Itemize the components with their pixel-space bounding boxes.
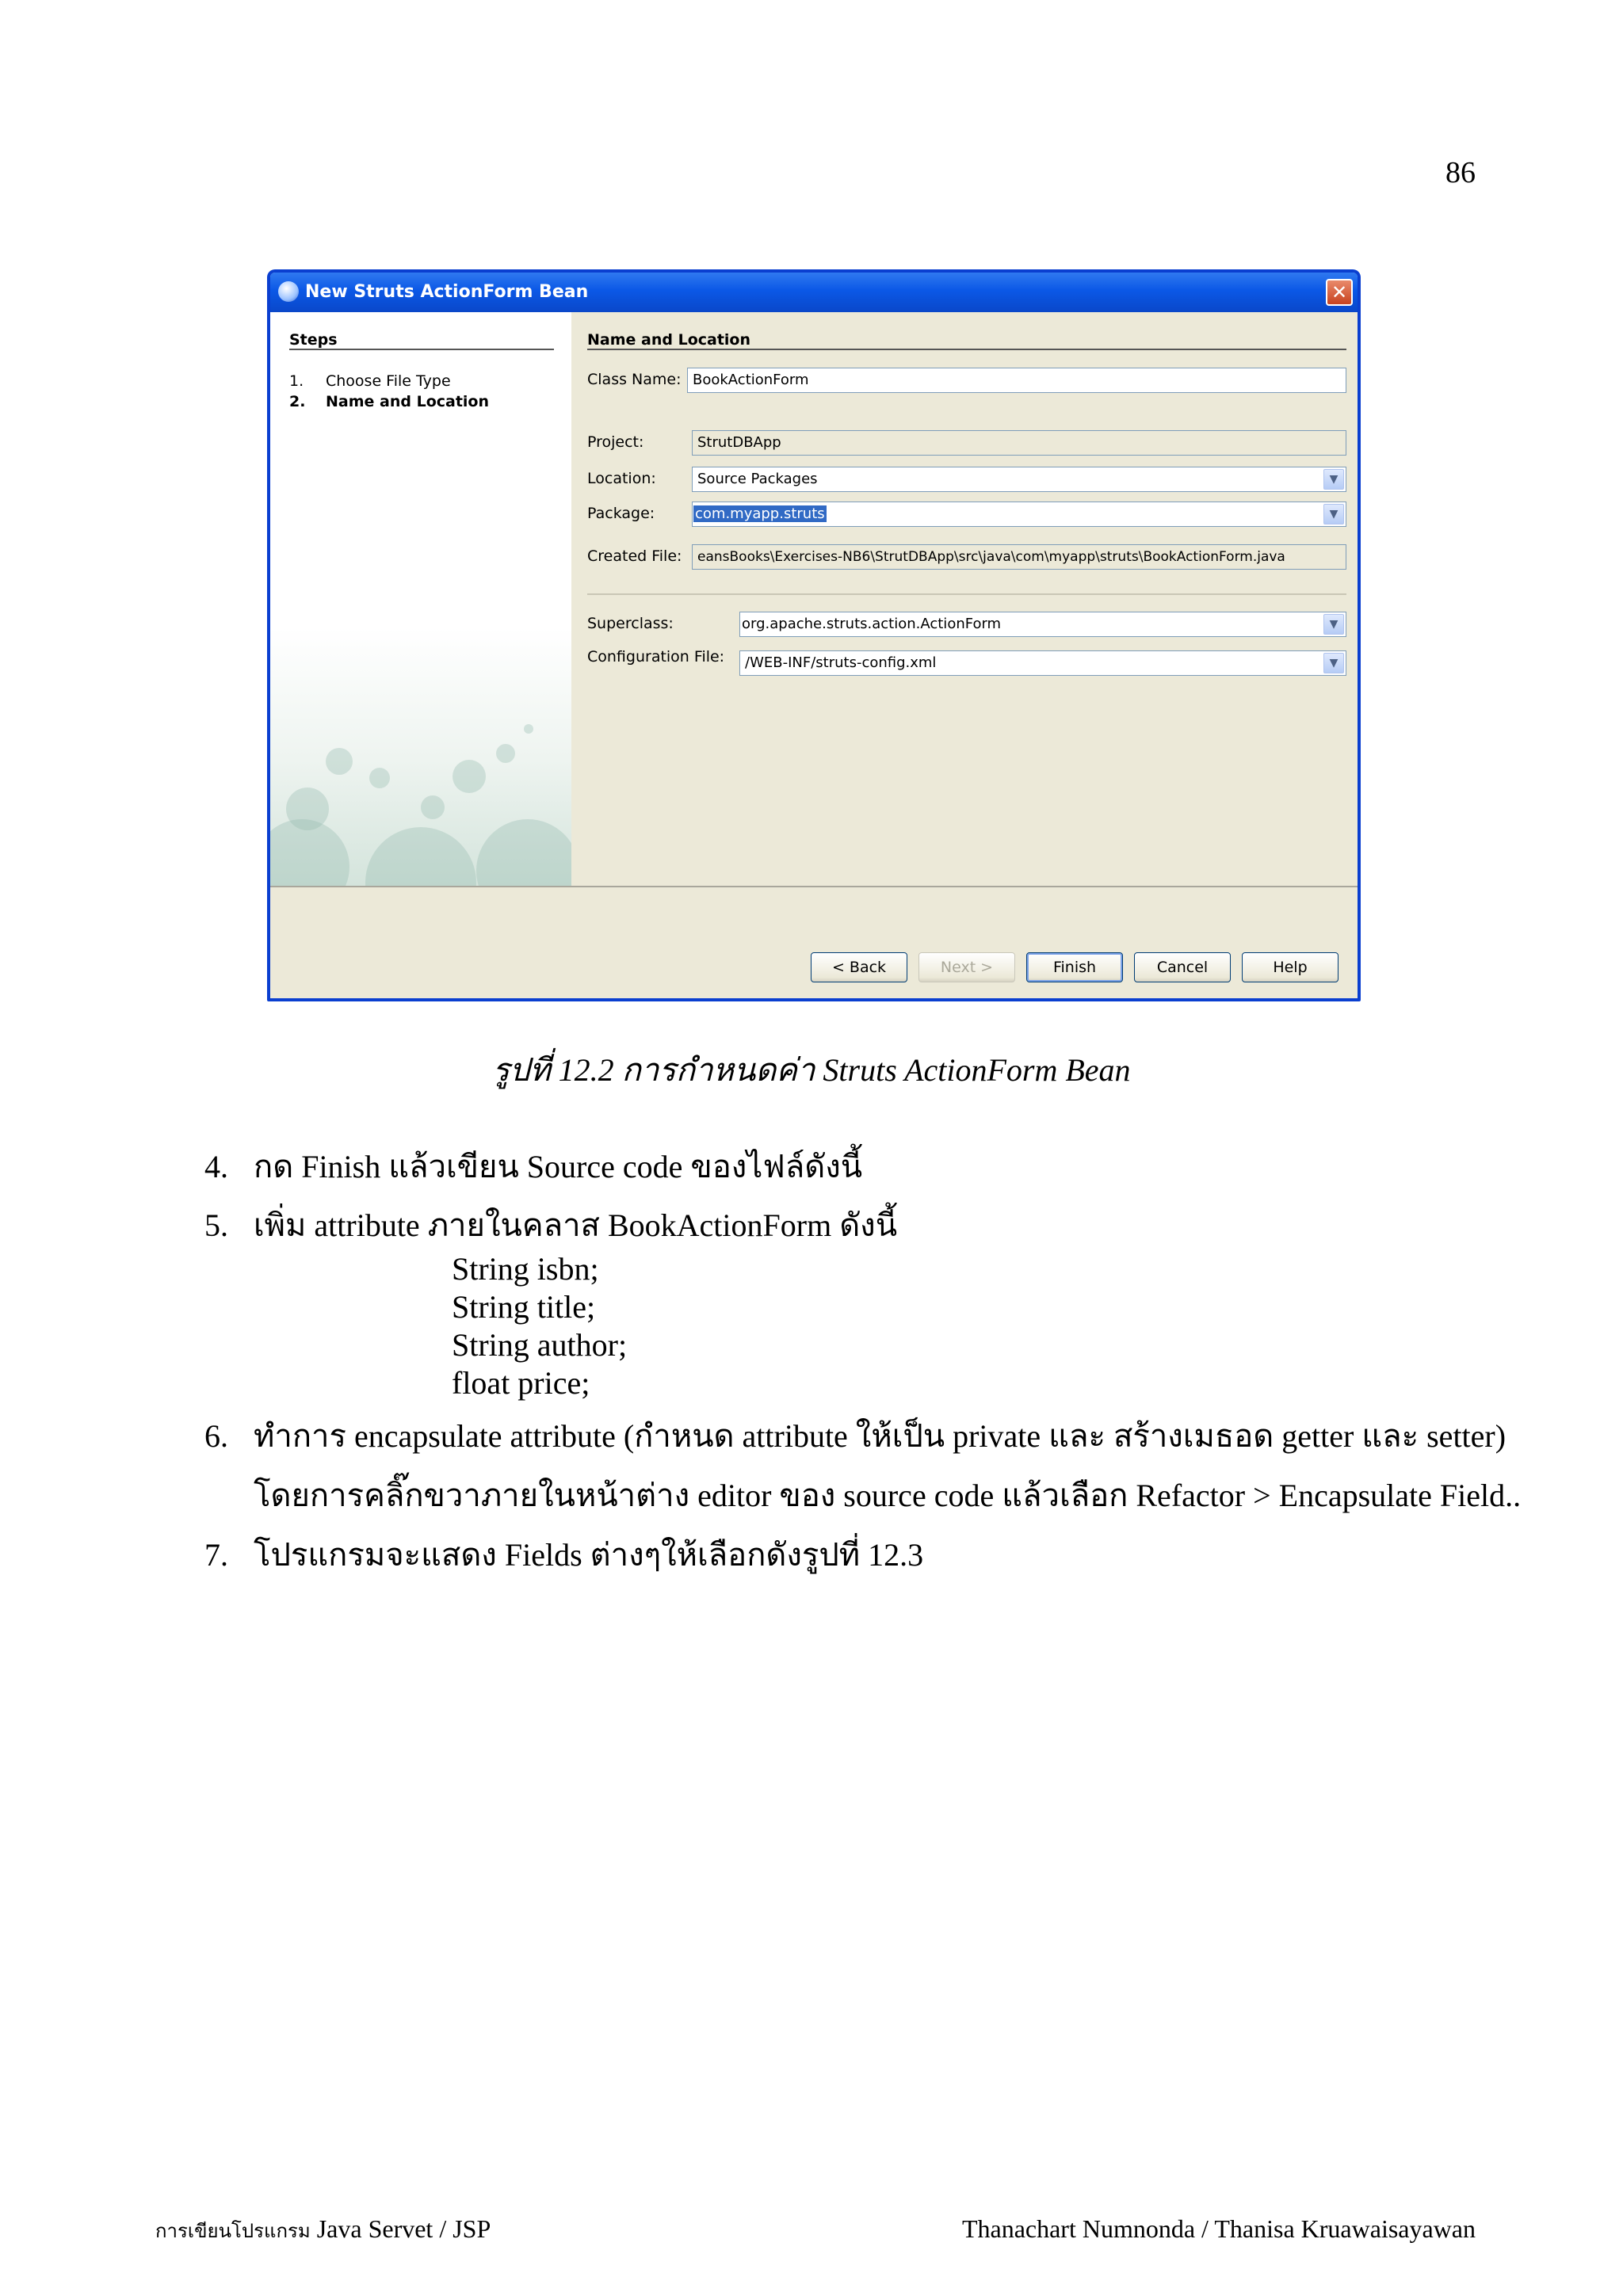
item-text: ทำการ encapsulate attribute (กำหนด attribute ให้เป็น private และ สร้างเมธอด getter และ setter)	[254, 1418, 1507, 1454]
decorative-bubble	[365, 827, 476, 886]
step-number: 2.	[289, 393, 306, 410]
item-number: 5.	[204, 1207, 228, 1243]
close-button[interactable]: ✕	[1326, 279, 1353, 306]
section-heading: Name and Location	[587, 331, 1346, 350]
page-number: 86	[1445, 156, 1476, 189]
dialog-titlebar	[270, 273, 1358, 312]
item-text: โปรแกรมจะแสดง Fields ต่างๆให้เลือกดังรูปที่ 12.3	[254, 1537, 924, 1573]
item-number: 6.	[204, 1418, 228, 1454]
created-file-field: eansBooks\Exercises-NB6\StrutDBApp\src\java\com\myapp\struts\BookActionForm.java	[692, 544, 1346, 570]
item-number: 4.	[204, 1149, 228, 1184]
step-item-current	[289, 393, 489, 410]
figure-caption: รูปที่ 12.2 การกำหนดค่า Struts ActionForm Bean	[492, 1052, 1131, 1088]
chevron-down-icon[interactable]: ▼	[1323, 614, 1344, 635]
created-file-label: Created File:	[587, 547, 682, 565]
project-label: Project:	[587, 433, 644, 451]
superclass-label: Superclass:	[587, 615, 674, 632]
item-continuation: โดยการคลิ๊กขวาภายในหน้าต่าง editor ของ source code แล้วเลือก Refactor > Encapsulate Field..	[254, 1478, 1522, 1513]
decorative-bubble	[524, 724, 533, 734]
form-divider	[587, 593, 1346, 595]
chevron-down-icon[interactable]: ▼	[1323, 653, 1344, 673]
decorative-bubble	[326, 748, 353, 775]
item-text: เพิ่ม attribute ภายในคลาส BookActionForm ดังนี้	[254, 1207, 898, 1243]
finish-button[interactable]: Finish	[1026, 952, 1123, 982]
list-item	[204, 1529, 923, 1580]
cancel-button[interactable]: Cancel	[1134, 952, 1231, 982]
location-value: Source Packages	[697, 471, 818, 487]
step-number: 1.	[289, 372, 304, 390]
netbeans-cube-icon	[278, 281, 299, 302]
decorative-bubble	[369, 768, 390, 788]
step-label: Choose File Type	[326, 372, 451, 390]
step-label: Name and Location	[326, 393, 490, 410]
class-name-label: Class Name:	[587, 371, 682, 388]
code-line: String title;	[452, 1289, 596, 1325]
steps-heading: Steps	[289, 331, 554, 350]
decorative-bubble	[476, 819, 571, 886]
item-text: กด Finish แล้วเขียน Source code ของไฟล์ดังนี้	[254, 1149, 863, 1184]
item-number: 7.	[204, 1537, 228, 1573]
location-select[interactable]	[692, 467, 1346, 492]
decorative-bubble	[496, 744, 515, 763]
decorative-bubble	[270, 819, 349, 886]
list-item	[204, 1141, 862, 1192]
dialog-title: New Struts ActionForm Bean	[305, 282, 589, 302]
new-struts-actionform-dialog	[267, 269, 1361, 1001]
help-button[interactable]: Help	[1242, 952, 1338, 982]
back-button[interactable]: < Back	[811, 952, 907, 982]
step-item	[289, 372, 451, 390]
config-file-select[interactable]	[739, 650, 1346, 676]
next-button[interactable]: Next >	[918, 952, 1015, 982]
list-item	[204, 1199, 897, 1250]
superclass-select[interactable]	[739, 612, 1346, 637]
code-line: String author;	[452, 1327, 628, 1363]
package-combobox[interactable]	[692, 502, 1346, 527]
location-label: Location:	[587, 470, 656, 487]
steps-panel	[270, 312, 571, 886]
list-item	[204, 1410, 1506, 1461]
code-line: float price;	[452, 1365, 590, 1401]
button-bar-separator	[270, 886, 1358, 887]
footer-latin-label: Java Servet / JSP	[316, 2214, 491, 2243]
package-label: Package:	[587, 505, 655, 522]
project-field: StrutDBApp	[692, 430, 1346, 456]
config-file-label: Configuration File:	[587, 648, 725, 666]
footer-thai-label: การเขียนโปรแกรม	[155, 2222, 311, 2242]
class-name-input[interactable]: BookActionForm	[687, 368, 1346, 393]
code-line: String isbn;	[452, 1251, 599, 1287]
superclass-value: org.apache.struts.action.ActionForm	[742, 616, 1002, 632]
footer-course-title	[155, 2214, 491, 2246]
config-file-value: /WEB-INF/struts-config.xml	[745, 654, 937, 671]
decorative-bubble	[453, 760, 486, 793]
package-value: com.myapp.struts	[695, 505, 825, 522]
chevron-down-icon[interactable]: ▼	[1323, 504, 1344, 524]
decorative-bubble	[421, 795, 445, 819]
footer-authors: Thanachart Numnonda / Thanisa Kruawaisayawan	[961, 2214, 1476, 2243]
chevron-down-icon[interactable]: ▼	[1323, 469, 1344, 490]
